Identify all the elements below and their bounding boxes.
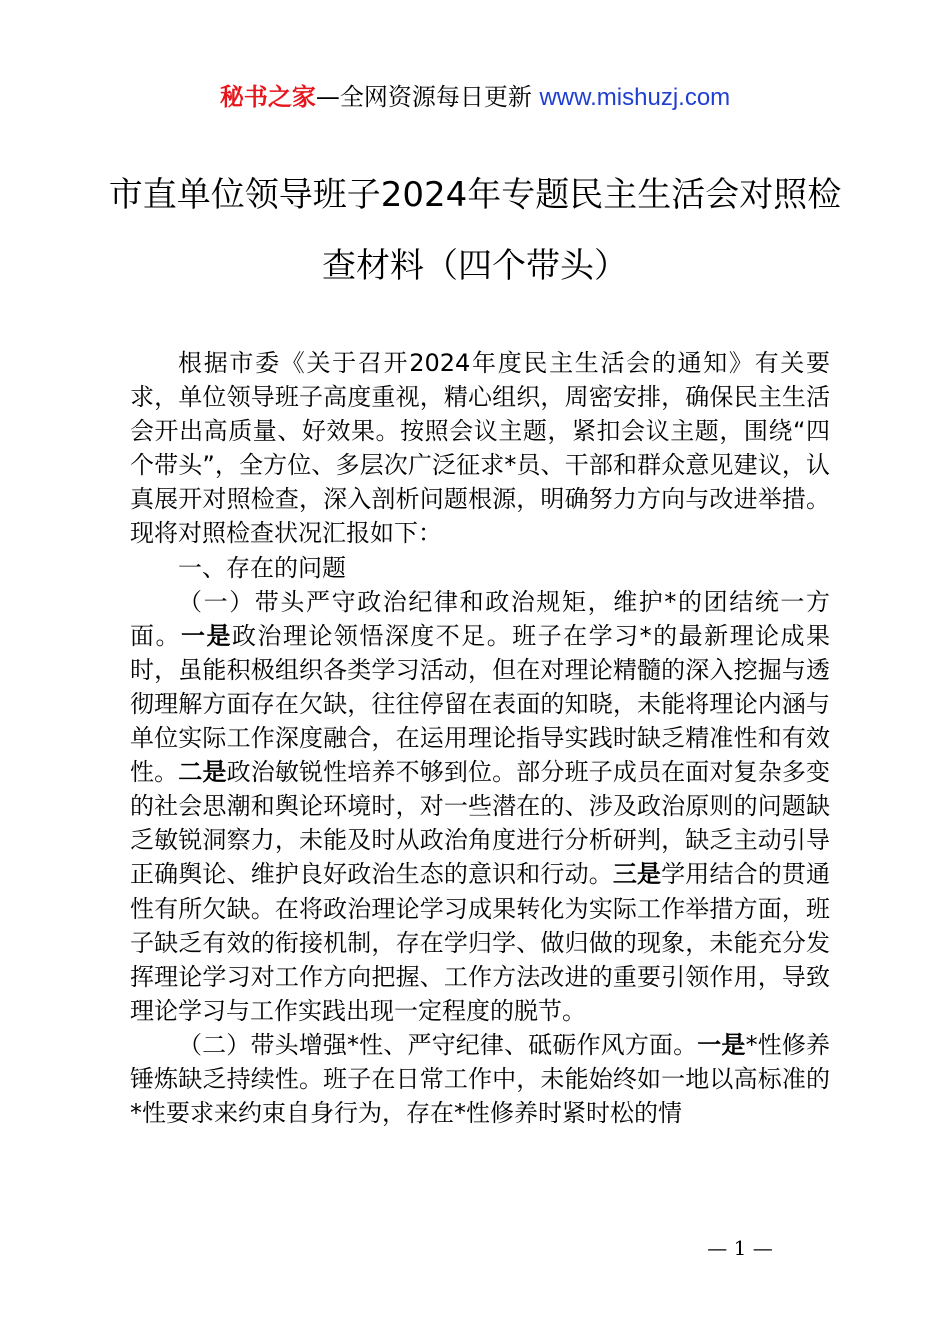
paragraph-one-point-1: 政治理论领悟深度不足。班子在学习*的最新理论成果时，虽能积极组织各类学习活动，但在对理论精髓的深入挖掘与透彻理解方面存在欠缺，往往停留在表面的知晓，未能将理论内涵与单位实际工作深度融合，在运用理论指导实践时缺乏精准性和有效性。 (130, 621, 831, 787)
section-heading: 一、存在的问题 (178, 553, 346, 582)
site-url-link[interactable]: www.mishuzj.com (539, 84, 731, 111)
paragraph-two-heading: （二）带头增强*性、严守纪律、砥砺作风方面。 (178, 1030, 698, 1059)
paragraph-one (130, 585, 830, 1028)
intro-paragraph: 根据市委《关于召开2024年度民主生活会的通知》有关要求，单位领导班子高度重视，精心组织，周密安排，确保民主生活会开出高质量、好效果。按照会议主题，紧扣会议主题，围绕“四个带头”，全方位、多层次广泛征求*员、干部和群众意见建议，认真展开对照检查，深入剖析问题根源，明确努力方向与改进举措。现将对照检查状况汇报如下： (130, 349, 830, 548)
document-body (130, 346, 830, 1130)
paragraph-one-point-3: 学用结合的贯通性有所欠缺。在将政治理论学习成果转化为实际工作举措方面，班子缺乏有效的衔接机制，存在学归学、做归做的现象，未能充分发挥理论学习对工作方向把握、工作方法改进的重要引领作用，导致理论学习与工作实践出现一定程度的脱节。 (130, 860, 831, 1025)
keyword-second: 二是 (178, 758, 227, 787)
site-brand: 秘书之家 (219, 83, 316, 111)
page-number: — 1 — (707, 1236, 773, 1260)
keyword-first: 一是 (697, 1030, 746, 1059)
site-header (0, 80, 950, 115)
keyword-first: 一是 (180, 621, 232, 650)
paragraph-two-point-1: *性修养锤炼缺乏持续性。班子在日常工作中，未能始终如一地以高标准的*性要求来约束自身行为，存在*性修养时紧时松的情 (130, 1030, 831, 1128)
paragraph-one-point-2: 政治敏锐性培养不够到位。部分班子成员在面对复杂多变的社会思潮和舆论环境时，对一些潜在的、涉及政治原则的问题缺乏敏锐洞察力，未能及时从政治角度进行分析研判，缺乏主动引导正确舆论、维护良好政治生态的意识和行动。 (130, 758, 831, 889)
site-slogan: —全网资源每日更新 (315, 83, 532, 111)
document-title: 市直单位领导班子2024年专题民主生活会对照检查材料（四个带头） (108, 175, 842, 286)
paragraph-two (130, 1028, 830, 1130)
paragraph-one-heading: （一）带头严守政治纪律和政治规矩，维护*的团结统一方面。 (130, 587, 830, 650)
keyword-third: 三是 (612, 860, 662, 889)
